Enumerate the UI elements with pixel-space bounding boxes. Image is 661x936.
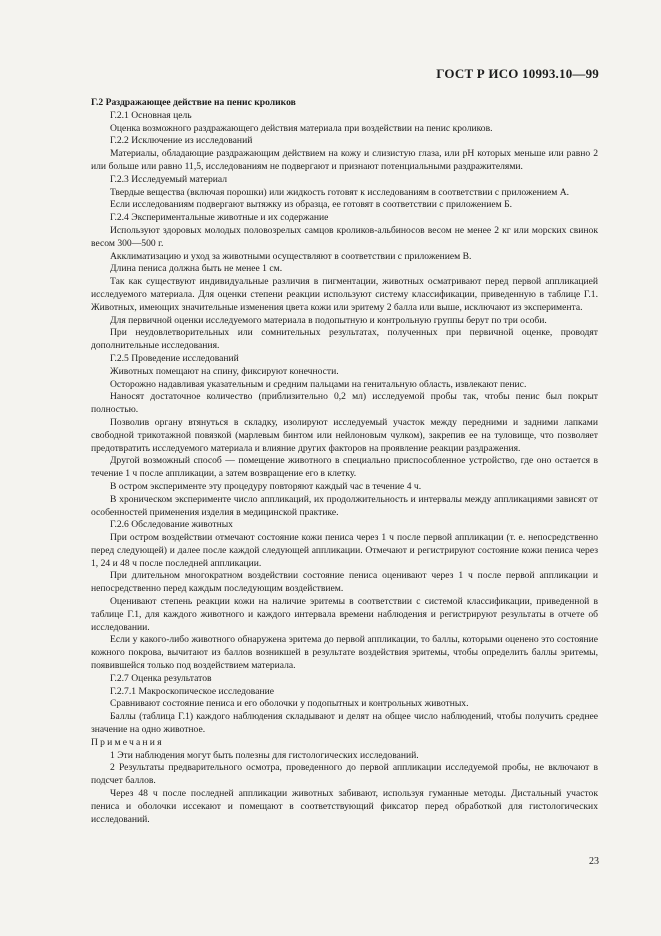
paragraph: При остром воздействии отмечают состояние кожи пениса через 1 ч после первой аппликации (т. е. непосредственно перед следующей) и далее после каждой следующей аппликации. Отмечают и регистрируют состояние кожи пениса через 1, 24 и 48 ч после последней аппликации. xyxy=(91,532,598,569)
paragraph: Твердые вещества (включая порошки) или жидкость готовят к исследованиям в соответствии с приложением А. xyxy=(110,186,570,198)
paragraph: При длительном многократном воздействии состояние пениса оценивают через 1 ч после первой аппликации и непосредственно перед каждым последующим воздействием. xyxy=(91,570,598,595)
notes-list xyxy=(91,750,598,827)
paragraph: Г.2.7 Оценка результатов xyxy=(110,672,212,684)
paragraph: Г.2.7.1 Макроскопическое исследование xyxy=(110,685,274,697)
document-header: ГОСТ Р ИСО 10993.10—99 xyxy=(436,66,599,81)
document-body xyxy=(91,97,598,826)
paragraph: В хроническом эксперименте число аппликаций, их продолжительность и интервалы между аппликациями зависят от особенностей применения изделия в медицинской практике. xyxy=(91,493,598,518)
paragraph: Материалы, обладающие раздражающим действием на кожу и слизистую глаза, или pH которых меньше или равно 2 или больше или равно 11,5, исследованиям не подвергают и признают потенциальными раздражителями. xyxy=(91,148,598,172)
paragraph: Сравнивают состояние пениса и его оболочки у подопытных и контрольных животных. xyxy=(110,698,469,710)
paragraph: Животных помещают на спину, фиксируют конечности. xyxy=(110,365,339,377)
note-item: 2 Результаты предварительного осмотра, проведенного до первой аппликации исследуемой пробы, не включают в подсчет баллов. xyxy=(91,762,598,787)
paragraph: Г.2.2 Исключение из исследований xyxy=(110,135,253,147)
paragraph: Г.2.4 Экспериментальные животные и их содержание xyxy=(110,212,329,224)
paragraph: Оценка возможного раздражающего действия материала при воздействии на пенис кроликов. xyxy=(110,122,493,134)
paragraph: Наносят достаточное количество (приблизительно 0,2 мл) исследуемой пробы так, чтобы пенис был покрыт полностью. xyxy=(91,391,598,416)
paragraph: Используют здоровых молодых половозрелых самцов кроликов-альбиносов весом не менее 2 кг или морских свинок весом 300—500 г. xyxy=(91,224,598,249)
paragraph: В остром эксперименте эту процедуру повторяют каждый час в течение 4 ч. xyxy=(110,480,422,492)
paragraph: Если у какого-либо животного обнаружена эритема до первой аппликации, то баллы, которыми оценено это состояние кожного покрова, вычитают из баллов возникшей в результате воздействия эритемы, чтобы определить баллы эритемы, появившейся только под воздействием материала. xyxy=(91,634,598,672)
page-number: 23 xyxy=(589,856,599,867)
note-item: Через 48 ч после последней аппликации животных забивают, используя гуманные методы. Дистальный участок пениса и оболочки иссекают и помещают в соответствующий фиксатор перед обработкой для гистологических исследований. xyxy=(91,788,598,825)
paragraph: Баллы (таблица Г.1) каждого наблюдения складывают и делят на общее число наблюдений, чтобы получить среднее значение на одно животное. xyxy=(91,711,598,736)
paragraph-list xyxy=(91,110,598,737)
paragraph: Если исследованиям подвергают вытяжку из образца, ее готовят в соответствии с приложением Б. xyxy=(110,199,513,211)
paragraph: Г.2.6 Обследование животных xyxy=(110,519,233,531)
section-title: Г.2 Раздражающее действие на пенис кроликов xyxy=(91,97,296,108)
note-item: 1 Эти наблюдения могут быть полезны для гистологических исследований. xyxy=(110,749,419,761)
paragraph: Позволив органу втянуться в складку, изолируют исследуемый участок между передними и задними лапками свободной трикотажной повязкой (марлевым бинтом или нейлоновым чулком), закрепив ее на туловище, что позволяет предотвратить исследуемого материала и влияние других факторов на проявление реакции раздражения. xyxy=(91,416,598,454)
paragraph: Для первичной оценки исследуемого материала в подопытную и контрольную группы берут по три особи. xyxy=(110,314,547,326)
paragraph: Так как существуют индивидуальные различия в пигментации, животных осматривают перед первой аппликацией исследуемого материала. Для оценки степени реакции используют систему классификации, приведенную в таблице Г.1. Животных, имеющих значительные изменения цвета кожи или эритему 2 балла или выше, исключают из эксперимента. xyxy=(91,276,598,313)
paragraph: Г.2.1 Основная цель xyxy=(110,109,192,121)
paragraph: Другой возможный способ — помещение животного в специально приспособленное устройство, где оно остается в течение 1 ч после аппликации, а затем возвращение его в клетку. xyxy=(91,455,598,480)
paragraph: Осторожно надавливая указательным и средним пальцами на генитальную область, извлекают пенис. xyxy=(110,378,527,390)
paragraph: Оценивают степень реакции кожи на наличие эритемы в соответствии с системой классификации, приведенной в таблице Г.1, для каждого животного и каждого интервала времени наблюдения и регистрируют результаты в отчете об исследовании. xyxy=(91,596,598,633)
paragraph: Длина пениса должна быть не менее 1 см. xyxy=(110,263,283,275)
paragraph: При неудовлетворительных или сомнительных результатах, полученных при первичной оценке, проводят дополнительные исследования. xyxy=(91,327,598,352)
paragraph: Г.2.3 Исследуемый материал xyxy=(110,173,228,185)
paragraph: Акклиматизацию и уход за животными осуществляют в соответствии с приложением В. xyxy=(110,250,472,262)
notes-title: Примечания xyxy=(91,736,164,748)
paragraph: Г.2.5 Проведение исследований xyxy=(110,352,239,364)
